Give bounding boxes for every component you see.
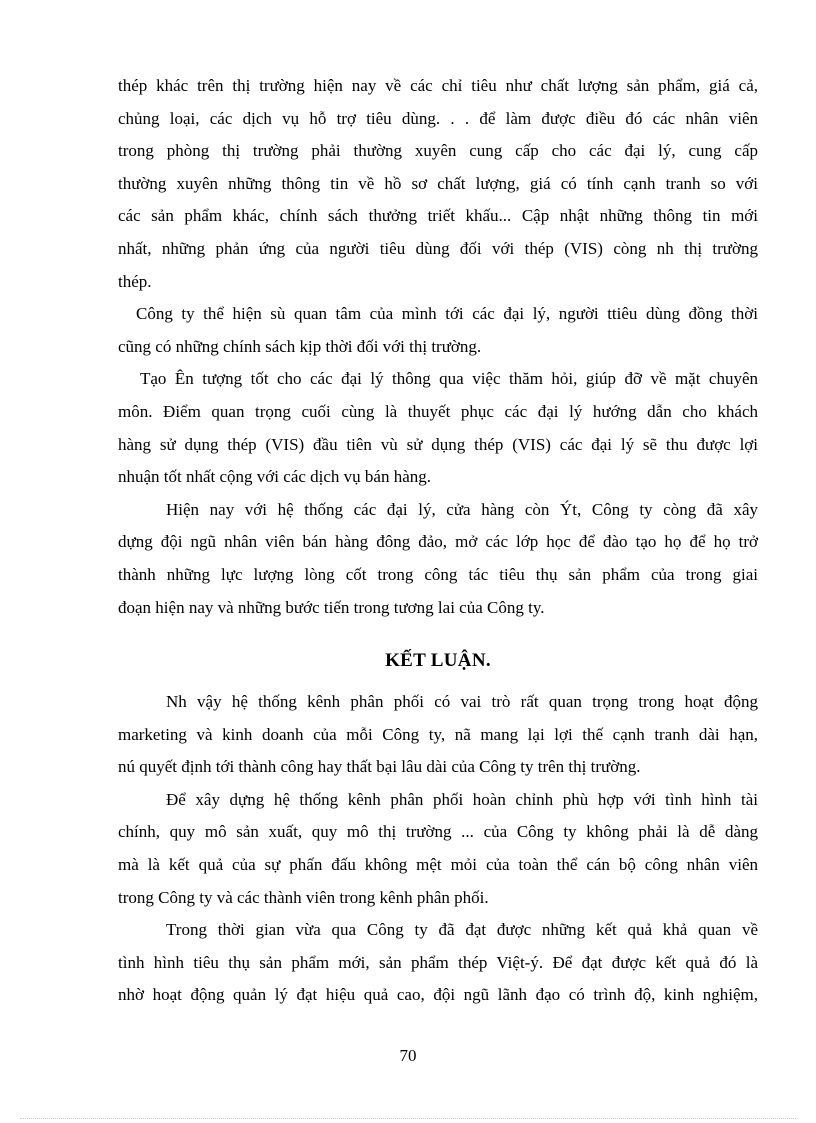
paragraph-impression bbox=[118, 363, 758, 493]
text-line: thành những lực lượng lòng cốt trong công tác tiêu thụ sản phẩm của trong giai bbox=[118, 564, 758, 584]
text-line: đoạn hiện nay và những bước tiến trong tương lai của Công ty. bbox=[118, 597, 545, 617]
paragraph-company-care bbox=[118, 298, 758, 363]
text-line: trong phòng thị trường phải thường xuyên cung cấp cho các đại lý, cung cấp bbox=[118, 141, 758, 161]
text-line: chủng loại, các dịch vụ hỗ trợ tiêu dùng. . . để làm được điều đó các nhân viên bbox=[118, 108, 758, 128]
text-line: Công ty thể hiện sù quan tâm của mình tới các đại lý, người ttiêu dùng đồng thời bbox=[136, 304, 758, 324]
text-line: Hiện nay với hệ thống các đại lý, cửa hàng còn Ýt, Công ty còng đã xây bbox=[166, 499, 758, 519]
paragraph-market-staff bbox=[118, 70, 758, 298]
text-line: thép. bbox=[118, 271, 152, 291]
text-line: Để xây dựng hệ thống kênh phân phối hoàn chỉnh phù hợp với tình hình tài bbox=[166, 789, 758, 809]
page-bottom-divider bbox=[20, 1118, 796, 1119]
paragraph-sales-team bbox=[118, 494, 758, 624]
text-line: môn. Điểm quan trọng cuối cùng là thuyết phục các đại lý hướng dẫn cho khách bbox=[118, 401, 758, 421]
paragraph-conclusion-results bbox=[118, 914, 758, 1012]
text-line: chính, quy mô sản xuất, quy mô thị trường ... của Công ty không phải là dễ dàng bbox=[118, 822, 758, 842]
text-line: mà là kết quả của sự phấn đấu không mệt mỏi của toàn thể cán bộ công nhân viên bbox=[118, 855, 758, 875]
text-line: nhất, những phản ứng của người tiêu dùng đối với thép (VIS) còng nh thị trường bbox=[118, 238, 758, 258]
document-body bbox=[118, 70, 758, 1012]
text-line: Trong thời gian vừa qua Công ty đã đạt được những kết quả khả quan về bbox=[166, 920, 758, 940]
text-line: hàng sử dụng thép (VIS) đầu tiên vù sử dụng thép (VIS) các đại lý sẽ thu được lợi bbox=[118, 434, 758, 454]
section-heading-conclusion: KẾT LUẬN. bbox=[385, 650, 491, 672]
text-line: nhuận tốt nhất cộng với các dịch vụ bán hàng. bbox=[118, 467, 432, 487]
text-line: nhờ hoạt động quản lý đạt hiệu quả cao, đội ngũ lãnh đạo có trình độ, kinh nghiệm, bbox=[118, 985, 758, 1005]
text-line: cũng có những chính sách kịp thời đối với thị trường. bbox=[118, 336, 482, 356]
text-line: Tạo Ên tượng tốt cho các đại lý thông qua việc thăm hỏi, giúp đỡ về mặt chuyên bbox=[140, 369, 758, 389]
text-line: dựng đội ngũ nhân viên bán hàng đông đảo, mở các lớp học để đào tạo họ để họ trở bbox=[118, 532, 758, 552]
text-line: thường xuyên những thông tin về hồ sơ chất lượng, giá có tính cạnh tranh so với bbox=[118, 173, 758, 193]
paragraph-conclusion-role bbox=[118, 686, 758, 784]
paragraph-conclusion-build bbox=[118, 784, 758, 914]
text-line: Nh vậy hệ thống kênh phân phối có vai trò rất quan trọng trong hoạt động bbox=[166, 692, 758, 712]
page-number: 70 bbox=[399, 1046, 417, 1065]
text-line: marketing và kinh doanh của mỗi Công ty, nã mang lại lợi thế cạnh tranh dài hạn, bbox=[118, 724, 758, 744]
text-line: thép khác trên thị trường hiện nay về các chỉ tiêu như chất lượng sản phẩm, giá cả, bbox=[118, 76, 758, 95]
text-line: tình hình tiêu thụ sản phẩm mới, sản phẩm thép Việt-ý. Để đạt được kết quả đó là bbox=[118, 952, 758, 972]
text-line: nú quyết định tới thành công hay thất bại lâu dài của Công ty trên thị trường. bbox=[118, 757, 641, 777]
text-line: các sản phẩm khác, chính sách thưởng triết khấu... Cập nhật những thông tin mới bbox=[118, 206, 758, 226]
text-line: trong Công ty và các thành viên trong kênh phân phối. bbox=[118, 887, 489, 907]
